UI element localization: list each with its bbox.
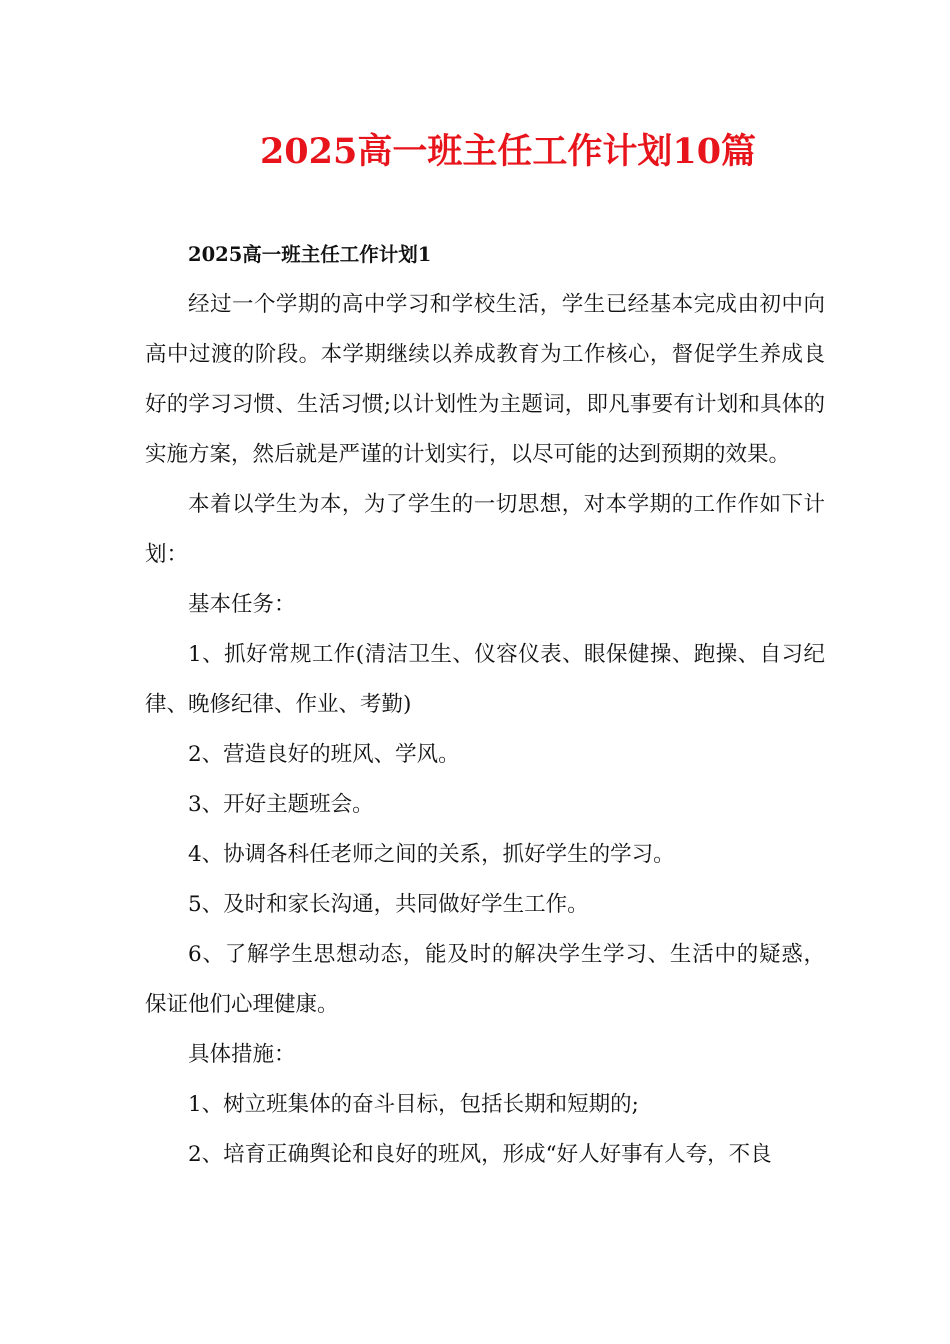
list-item: 6、了解学生思想动态，能及时的解决学生学习、生活中的疑惑，保证他们心理健康。: [145, 942, 825, 1017]
list-item: 2、培育正确舆论和良好的班风，形成“好人好事有人夸，不良: [188, 1142, 772, 1167]
document-title: 2025高一班主任工作计划10篇: [259, 131, 757, 172]
list-item: 1、抓好常规工作(清洁卫生、仪容仪表、眼保健操、跑操、自习纪律、晚修纪律、作业、考勤): [145, 642, 825, 717]
list-item: 3、开好主题班会。: [188, 792, 374, 817]
paragraph: 经过一个学期的高中学习和学校生活，学生已经基本完成由初中向高中过渡的阶段。本学期继续以养成教育为工作核心，督促学生养成良好的学习习惯、生活习惯;以计划性为主题词，即凡事要有计划和具体的实施方案，然后就是严谨的计划实行，以尽可能的达到预期的效果。: [145, 292, 825, 467]
list-item: 5、及时和家长沟通，共同做好学生工作。: [188, 892, 589, 917]
list-item: 1、树立班集体的奋斗目标，包括长期和短期的;: [188, 1092, 639, 1117]
paragraph-heading: 具体措施：: [188, 1042, 296, 1067]
section-heading: 2025高一班主任工作计划1: [188, 243, 432, 266]
document-body: [145, 230, 825, 1180]
list-item: 4、协调各科任老师之间的关系，抓好学生的学习。: [188, 842, 675, 867]
paragraph: 本着以学生为本，为了学生的一切思想，对本学期的工作作如下计划：: [145, 492, 825, 567]
list-item: 2、营造良好的班风、学风。: [188, 742, 460, 767]
paragraph-heading: 基本任务：: [188, 592, 296, 617]
